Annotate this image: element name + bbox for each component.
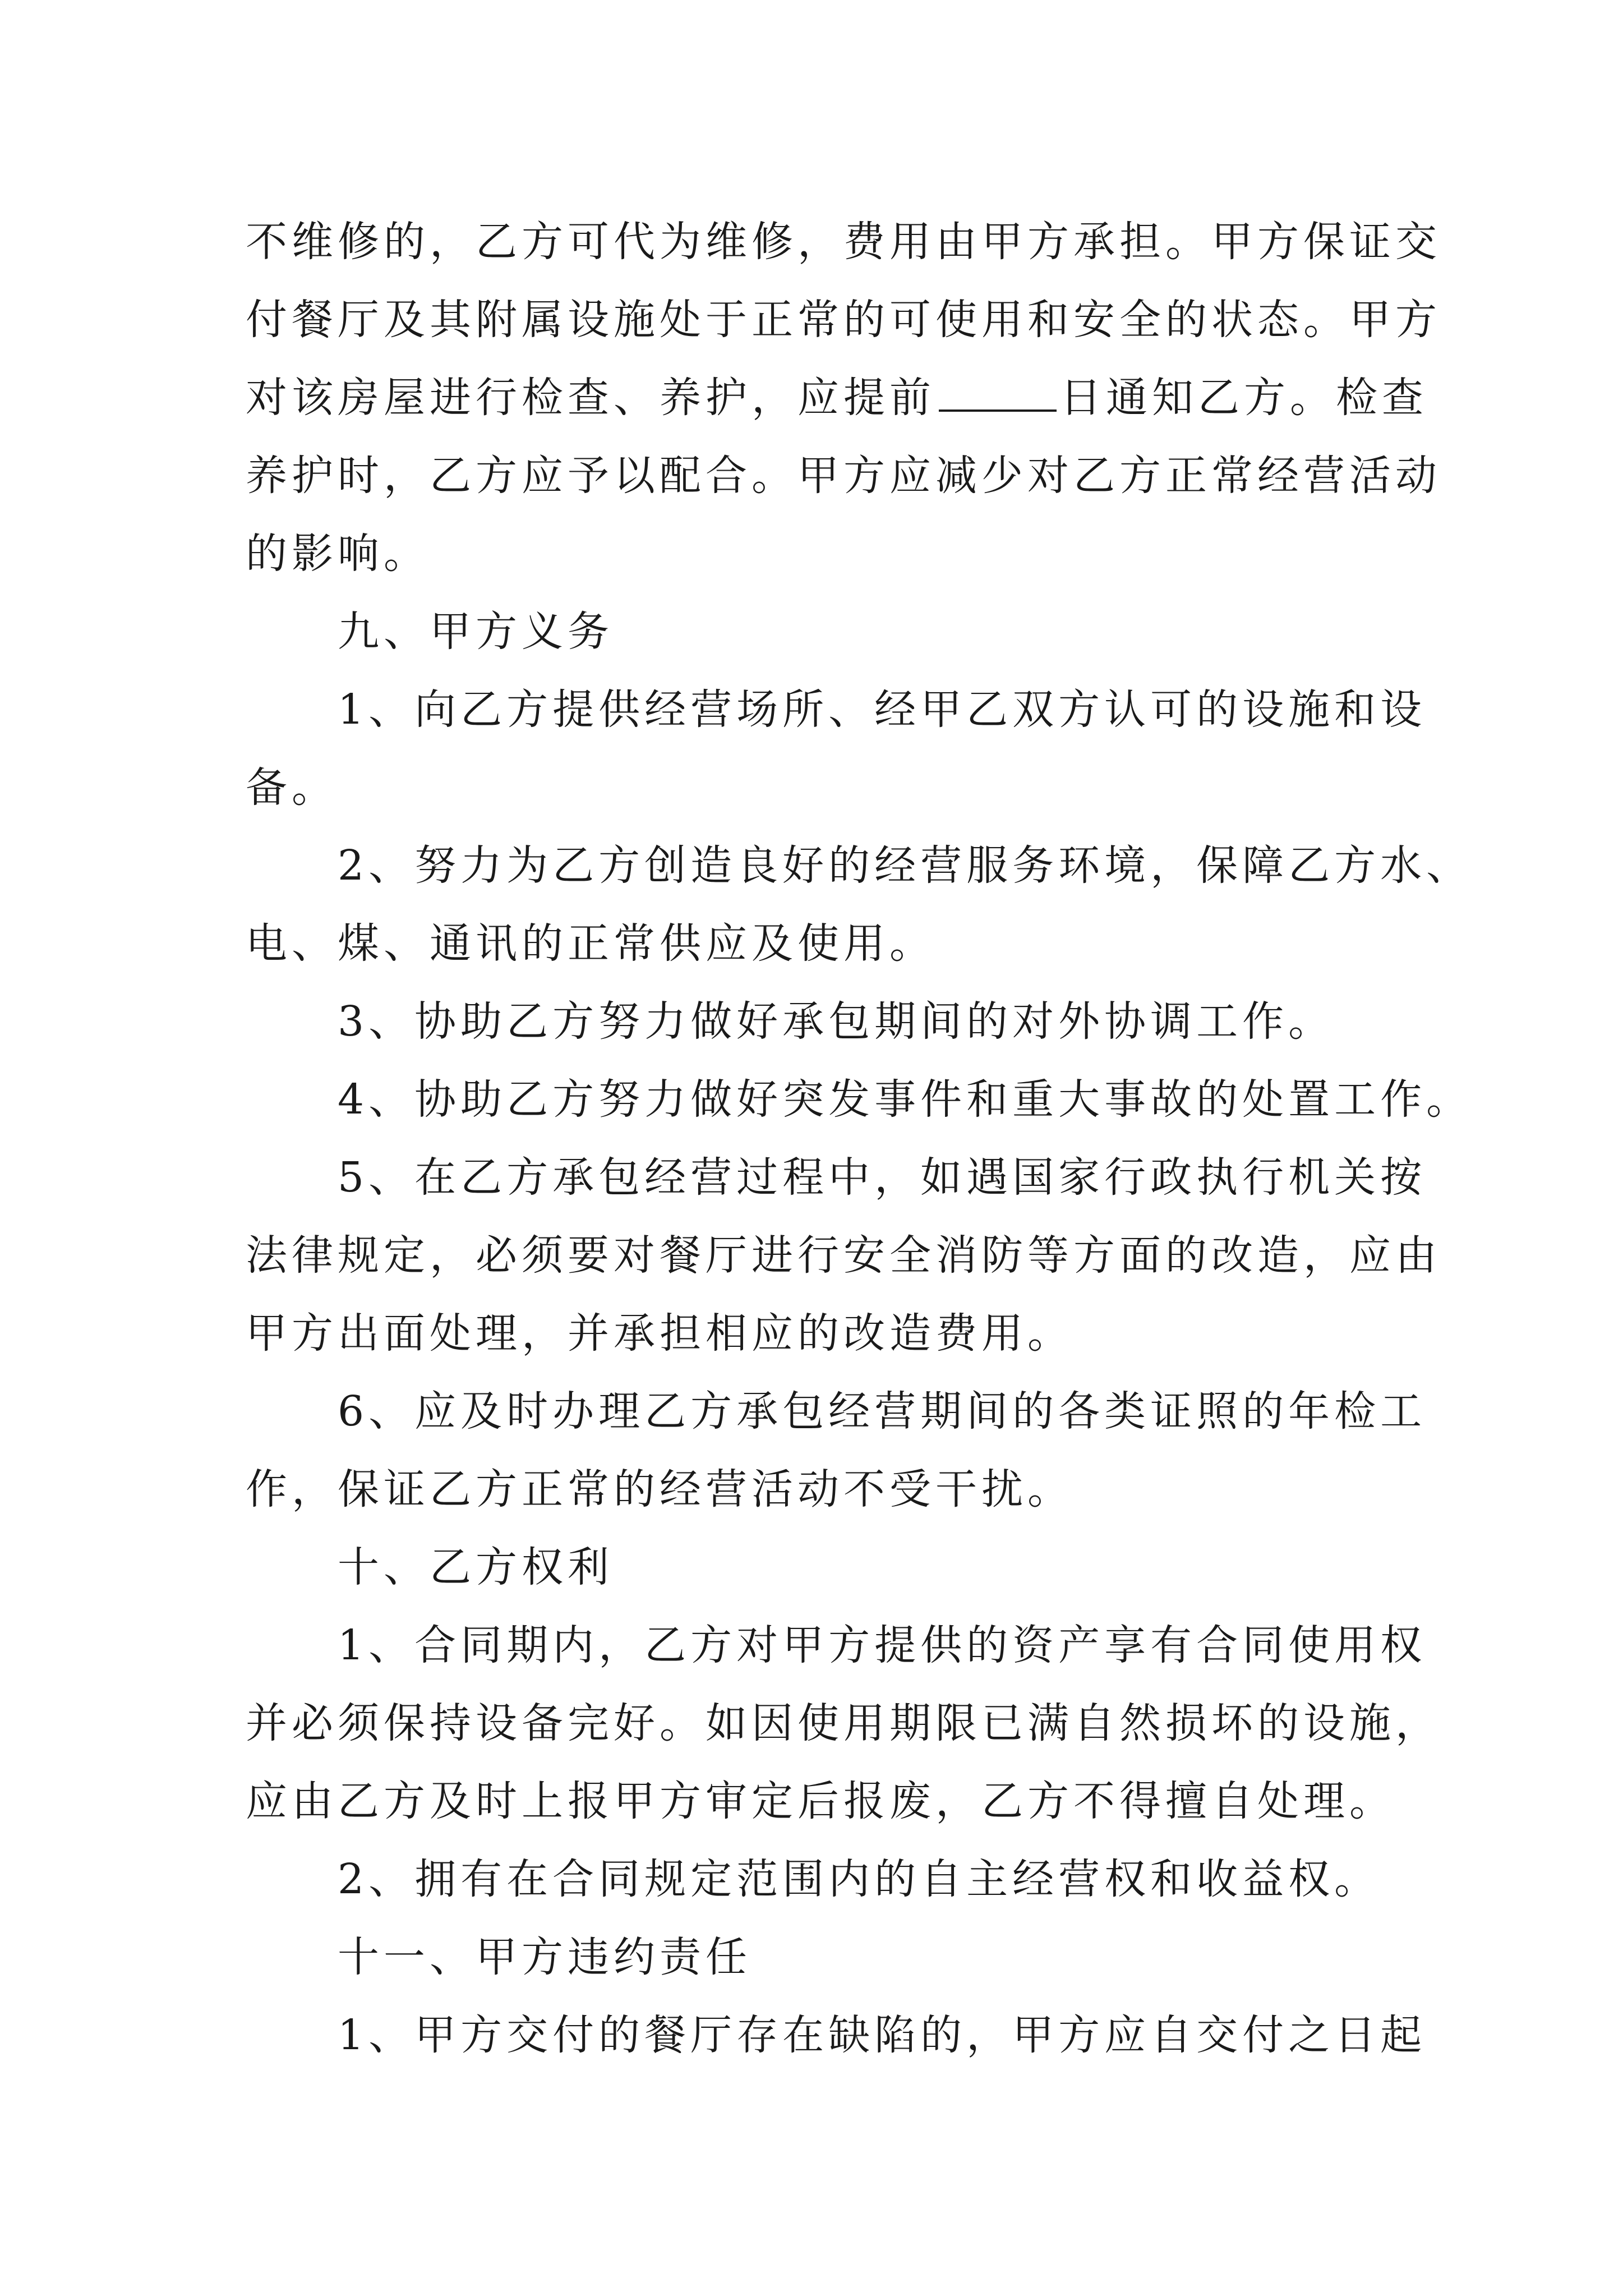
clause-line: 1、合同期内，乙方对甲方提供的资产享有合同使用权: [338, 1621, 1427, 1669]
clause-line: 1、向乙方提供经营场所、经甲乙双方认可的设施和设: [338, 685, 1427, 734]
clause: [246, 1996, 1427, 2074]
section-heading: 九、甲方义务: [338, 608, 614, 656]
clause: [246, 1061, 1473, 1139]
clause: [246, 671, 1427, 827]
clause-line: 作，保证乙方正常的经营活动不受干扰。: [246, 1465, 1073, 1513]
intro-paragraph: [246, 203, 1441, 593]
clause-line: 法律规定，必须要对餐厅进行安全消防等方面的改造，应由: [246, 1231, 1441, 1280]
intro-line-with-blank: [246, 359, 1428, 437]
section-11-items: [246, 1996, 1427, 2074]
fill-in-blank: [939, 370, 1057, 412]
intro-line: 不维修的，乙方可代为维修，费用由甲方承担。甲方保证交: [246, 218, 1441, 266]
clause-line: 2、努力为乙方创造良好的经营服务环境，保障乙方水、: [338, 841, 1473, 890]
clause-line: 应由乙方及时上报甲方审定后报废，乙方不得擅自处理。: [246, 1777, 1395, 1825]
document-body: [246, 203, 1473, 2074]
clause-line: 5、在乙方承包经营过程中，如遇国家行政执行机关按: [338, 1153, 1427, 1202]
clause-line: 2、拥有在合同规定范围内的自主经营权和收益权。: [338, 1855, 1381, 1903]
clause: [246, 1373, 1427, 1529]
clause-line: 并必须保持设备完好。如因使用期限已满自然损坏的设施，: [246, 1699, 1441, 1747]
intro-line: 养护时，乙方应予以配合。甲方应减少对乙方正常经营活动: [246, 452, 1441, 500]
clause: [246, 1841, 1404, 1918]
section-heading: 十一、甲方违约责任: [338, 1933, 751, 1981]
clause: [246, 1607, 1441, 1841]
intro-text: 日通知乙方。检查: [1060, 374, 1428, 422]
clause-line: 1、甲方交付的餐厅存在缺陷的，甲方应自交付之日起: [338, 2011, 1427, 2059]
clause: [246, 983, 1404, 1061]
intro-line: 付餐厅及其附属设施处于正常的可使用和安全的状态。甲方: [246, 296, 1441, 344]
clause-line: 电、煤、通讯的正常供应及使用。: [246, 919, 935, 968]
section-heading: 十、乙方权利: [338, 1543, 614, 1591]
clause: [246, 827, 1473, 983]
clause-line: 3、协助乙方努力做好承包期间的对外协调工作。: [338, 997, 1335, 1046]
clause-line: 4、协助乙方努力做好突发事件和重大事故的处置工作。: [338, 1075, 1473, 1124]
clause-line: 6、应及时办理乙方承包经营期间的各类证照的年检工: [338, 1387, 1427, 1435]
section-10-items: [246, 1607, 1441, 1918]
intro-line: 的影响。: [246, 530, 430, 578]
intro-text: 对该房屋进行检查、养护，应提前: [246, 374, 935, 422]
clause: [246, 1139, 1441, 1373]
clause-line: 备。: [246, 763, 338, 812]
section-9-items: [246, 671, 1473, 1529]
clause-line: 甲方出面处理，并承担相应的改造费用。: [246, 1309, 1073, 1358]
